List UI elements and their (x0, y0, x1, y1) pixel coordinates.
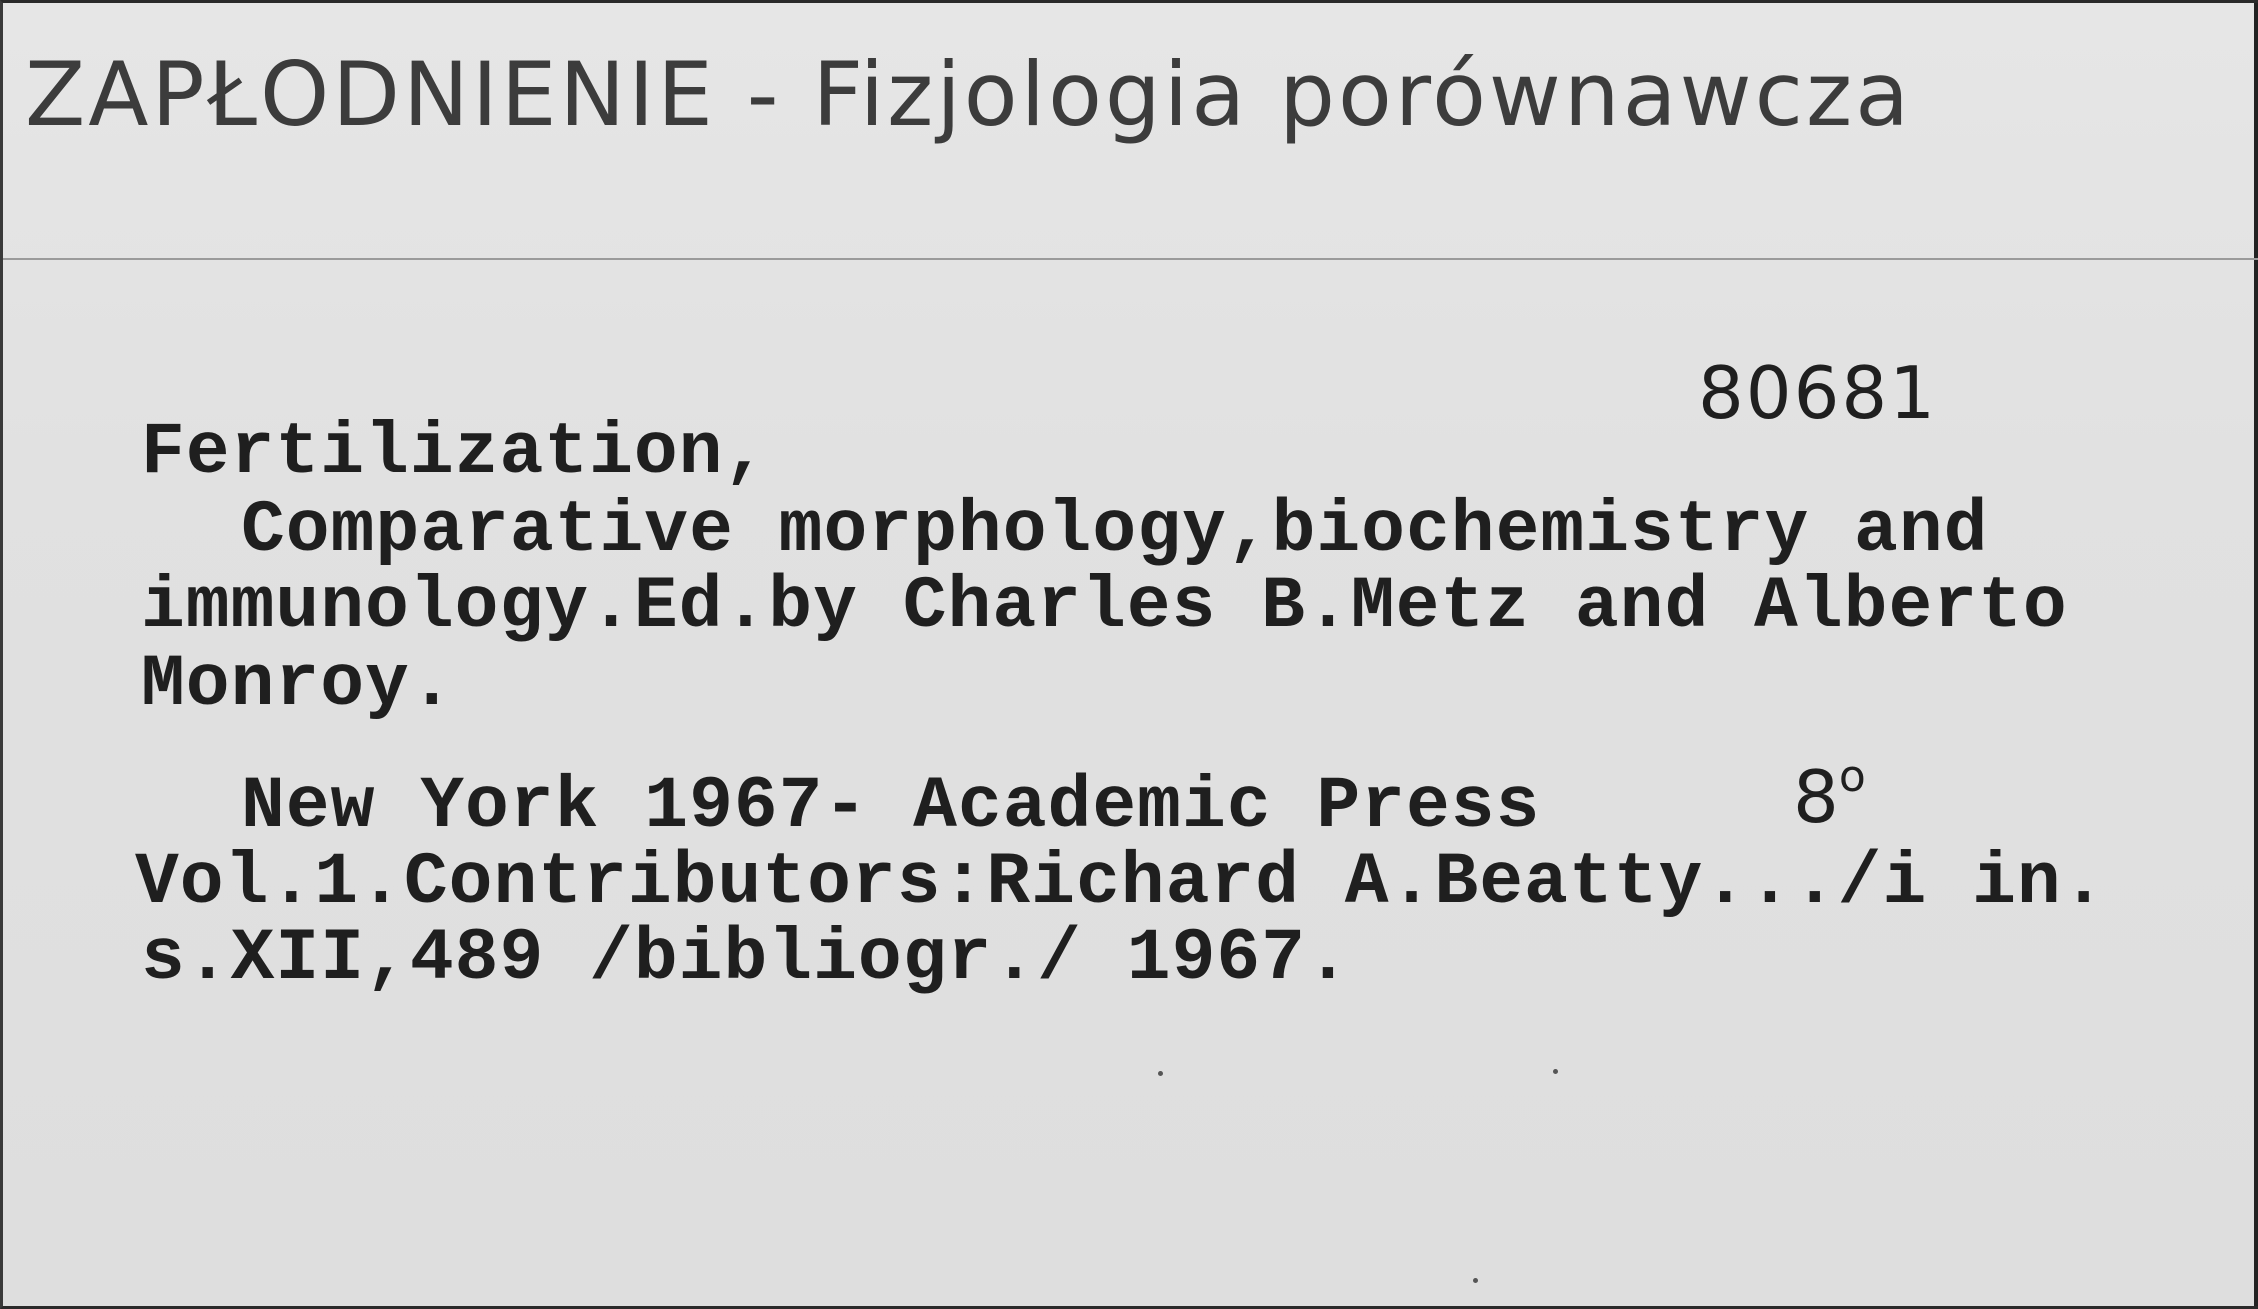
paper-speck (1158, 1071, 1163, 1076)
subject-heading: ZAPŁODNIENIE - Fizjologia porównawcza (25, 43, 1913, 146)
card-edge (2254, 3, 2258, 1306)
paper-speck (1473, 1278, 1478, 1283)
accession-number: 80681 (1698, 351, 1938, 435)
title-line: Fertilization, (141, 411, 769, 494)
heading-divider (3, 258, 2258, 260)
subtitle-line-3: Monroy. (141, 643, 455, 726)
format-degree: o (1838, 751, 1866, 802)
imprint-line: New York 1967- Academic Press (241, 765, 1541, 848)
paper-speck (1553, 1069, 1558, 1074)
subtitle-line-1: Comparative morphology,biochemistry and (241, 489, 1989, 572)
format-number: 8 (1793, 755, 1839, 839)
subtitle-line-2: immunology.Ed.by Charles B.Metz and Alberto (141, 565, 2068, 648)
volume-line: Vol.1.Contributors:Richard A.Beatty.../i in. (135, 841, 2107, 924)
pagination-line: s.XII,489 /bibliogr./ 1967. (141, 917, 1351, 1000)
format-size (1793, 751, 1866, 839)
